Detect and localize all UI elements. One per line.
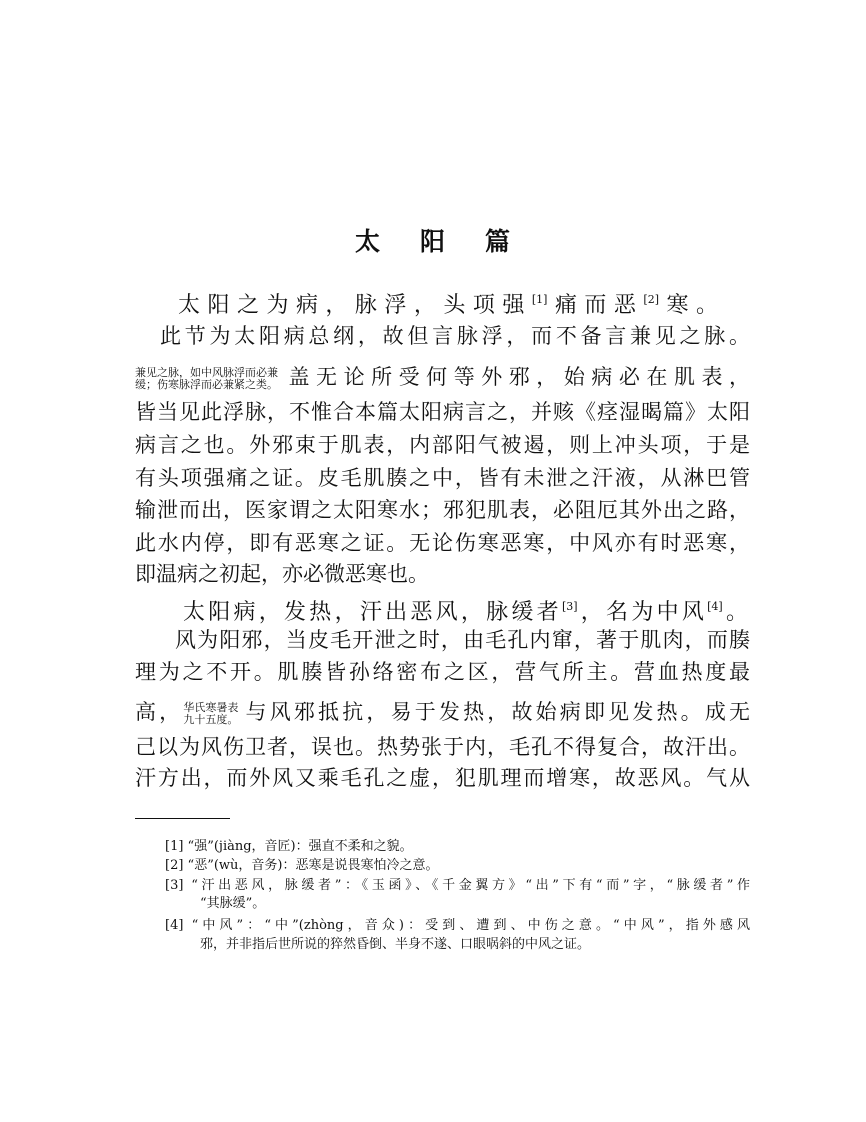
- commentary-line: 输泄而出，医家谓之太阳寒水；邪犯肌表，必阻厄其外出之路，: [135, 498, 750, 522]
- text: 高，: [135, 700, 184, 724]
- footnote: [2] “恶”(wù，音务)：恶寒是说畏寒怕冷之意。: [165, 858, 439, 873]
- commentary-line: 理为之不开。肌腠皆孙络密布之区，营气所主。营血热度最: [135, 660, 750, 684]
- commentary-line: 此节为太阳病总纲，故但言脉浮，而不备言兼见之脉。: [160, 324, 750, 348]
- commentary-line: 病言之也。外邪束于肌表，内部阳气被遏，则上冲头项，于是: [135, 433, 750, 457]
- note-text: 九十五度。: [183, 712, 239, 726]
- text: 寒。: [659, 293, 718, 318]
- classic-text-line: [183, 593, 748, 627]
- note-text: 缓；伤寒脉浮而必兼紧之类。: [135, 377, 278, 391]
- footnote-ref: [2]: [643, 293, 659, 306]
- footnote: [3] “汗出恶风，脉缓者”：《玉函》、《千金翼方》“出”下有“而”字，“脉缓者”作: [165, 878, 750, 893]
- classic-text-line: [178, 286, 718, 320]
- footnote: [1] “强”(jiàng，音匠)：强直不柔和之貌。: [165, 839, 413, 854]
- footnote: [4] “中风”：“中”(zhòng，音众)：受到、遭到、中伤之意。“中风”，指外感风: [165, 918, 750, 933]
- chapter-title: 太 阳 篇: [355, 227, 510, 256]
- inline-note: [135, 367, 278, 391]
- text: 痛而恶: [547, 293, 644, 318]
- commentary-line: 汗方出，而外风又乘毛孔之虚，犯肌理而增寒，故恶风。气从: [135, 766, 750, 790]
- footnote-ref: [3]: [561, 600, 578, 613]
- footnote-divider: [135, 818, 230, 819]
- footnote-ref: [1]: [531, 293, 548, 306]
- text: 。: [722, 600, 748, 625]
- commentary-line: [135, 698, 750, 726]
- commentary-line: 有头项强痛之证。皮毛肌腠之中，皆有未泄之汗液，从淋巴管: [135, 466, 750, 490]
- commentary-line: 皆当见此浮脉，不惟合本篇太阳病言之，并赅《痉湿暍篇》太阳: [135, 400, 750, 424]
- text: 与风邪抵抗，易于发热，故始病即见发热。成无: [242, 700, 751, 724]
- commentary-line: 风为阳邪，当皮毛开泄之时，由毛孔内窜，著于肌肉，而腠: [175, 628, 750, 652]
- commentary-line: 即温病之初起，亦必微恶寒也。: [135, 562, 429, 586]
- commentary-line: 己以为风伤卫者，误也。热势张于内，毛孔不得复合，故汗出。: [135, 735, 750, 759]
- text: 太阳之为病，脉浮，头项强: [178, 293, 532, 318]
- commentary-line: 此水内停，即有恶寒之证。无论伤寒恶寒，中风亦有时恶寒，: [135, 531, 750, 555]
- footnote-continuation: “其脉缓”。: [200, 896, 266, 911]
- text: ，名为中风: [577, 600, 708, 625]
- text: 太阳病，发热，汗出恶风，脉缓者: [183, 600, 562, 625]
- footnote-continuation: 邪，并非指后世所说的猝然昏倒、半身不遂、口眼㖞斜的中风之证。: [200, 937, 591, 952]
- inline-note: [183, 702, 238, 726]
- commentary-line: [135, 363, 750, 391]
- footnote-ref: [4]: [707, 600, 723, 613]
- text: 盖无论所受何等外邪，始病必在肌表，: [282, 365, 750, 389]
- note-text: 兼见之脉，如中风脉浮而必兼: [135, 365, 278, 379]
- note-text: 华氏寒暑表: [183, 700, 239, 714]
